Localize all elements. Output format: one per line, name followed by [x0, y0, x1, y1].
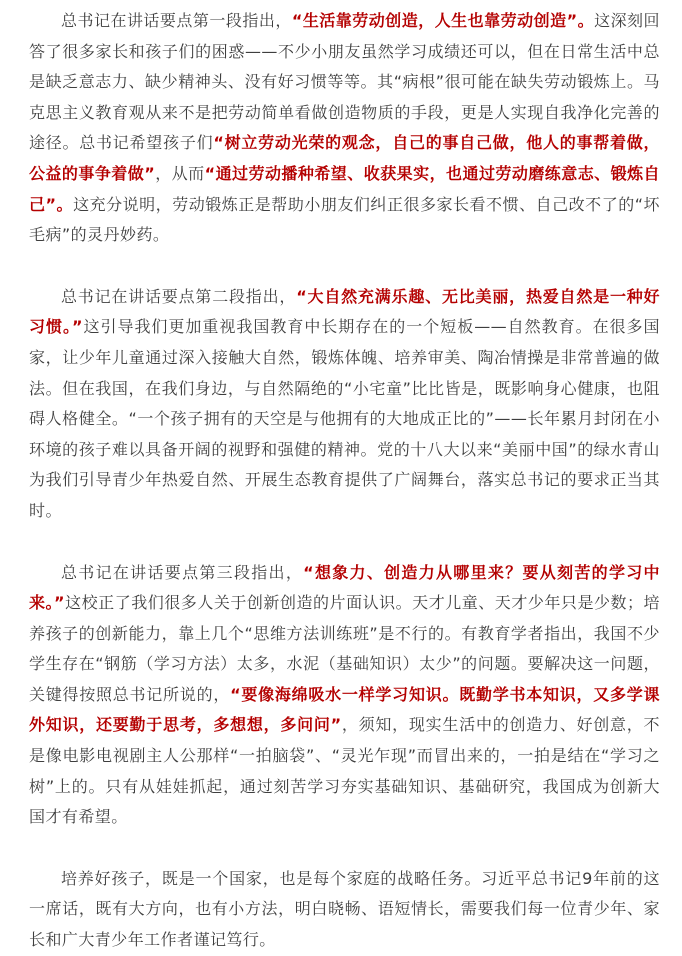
highlight-quote: “树立劳动光荣的观念，自己的事自己做，他人的事帮着做，公益的事争着做”	[29, 133, 661, 183]
body-text: 这充分说明，劳动锻炼正是帮助小朋友们纠正很多家长看不惯、自己改不了的“坏毛病”的灵丹妙药。	[29, 194, 660, 245]
intro-text: 总书记在讲话要点第三段指出，	[61, 562, 304, 582]
highlight-quote: “大自然充满乐趣、无比美丽，热爱自然是一种好习惯。”	[29, 286, 660, 337]
paragraph-learning	[29, 558, 660, 833]
paragraph-nature	[29, 282, 660, 527]
body-text: ，从而	[155, 163, 205, 183]
paragraph-conclusion	[29, 864, 660, 956]
highlight-quote: “通过劳动播种希望、收获果实，也通过劳动磨练意志、锻炼自己”。	[29, 163, 661, 214]
body-text: 这引导我们更加重视我国教育中长期存在的一个短板——自然教育。在很多国家，让少年儿童通过深入接触大自然，锻炼体魄、培养审美、陶冶情操是非常普遍的做法。但在我国，在我们身边，与自然隔绝的“小宅童”比比皆是，既影响身心健康，也阻碍人格健全。“一个孩子拥有的天空是与他拥有的大地成正比的”——长年累月封闭在小环境的孩子难以具备开阔的视野和强健的精神。党的十八大以来“美丽中国”的绿水青山为我们引导青少年热爱自然、开展生态教育提供了广阔舞台，落实总书记的要求正当其时。	[29, 317, 660, 520]
body-text: 培养好孩子，既是一个国家，也是每个家庭的战略任务。习近平总书记9年前的这一席话，既有大方向，也有小方法，明白晓畅、语短情长，需要我们每一位青少年、家长和广大青少年工作者谨记笃行。	[29, 868, 660, 950]
body-text: 这校正了我们很多人关于创新创造的片面认识。天才儿童、天才少年只是少数；培养孩子的创新能力，靠上几个“思维方法训练班”是不行的。有教育学者指出，我国不少学生存在“钢筋（学习方法）太多，水泥（基础知识）太少”的问题。要解决这一问题，关键得按照总书记所说的，	[29, 593, 661, 704]
highlight-quote: “要像海绵吸水一样学习知识。既勤学书本知识，又多学课外知识，还要勤于思考，多想想，多问问”	[29, 684, 660, 735]
intro-text: 总书记在讲话要点第二段指出，	[61, 286, 297, 306]
body-text: ，须知，现实生活中的创造力、好创意，不是像电影电视剧主人公那样“一拍脑袋”、“灵光乍现”而冒出来的，一拍是结在“学习之树”上的。只有从娃娃抓起，通过刻苦学习夯实基础知识、基础研究，我国成为创新大国才有希望。	[29, 715, 660, 827]
highlight-quote: “想象力、创造力从哪里来？要从刻苦的学习中来。”	[29, 562, 661, 613]
highlight-quote: “生活靠劳动创造，人生也靠劳动创造”。	[291, 11, 595, 30]
body-text: 这深刻回答了很多家长和孩子们的困惑——不少小朋友虽然学习成绩还可以，但在日常生活中总是缺乏意志力、缺少精神头、没有好习惯等等。其“病根”很可能在缺失劳动锻炼上。马克思主义教育观从来不是把劳动简单看做创造物质的手段，更是人实现自我净化完善的途径。总书记希望孩子们	[29, 11, 660, 153]
intro-text: 总书记在讲话要点第一段指出，	[61, 11, 292, 30]
paragraph-labor	[29, 6, 660, 251]
